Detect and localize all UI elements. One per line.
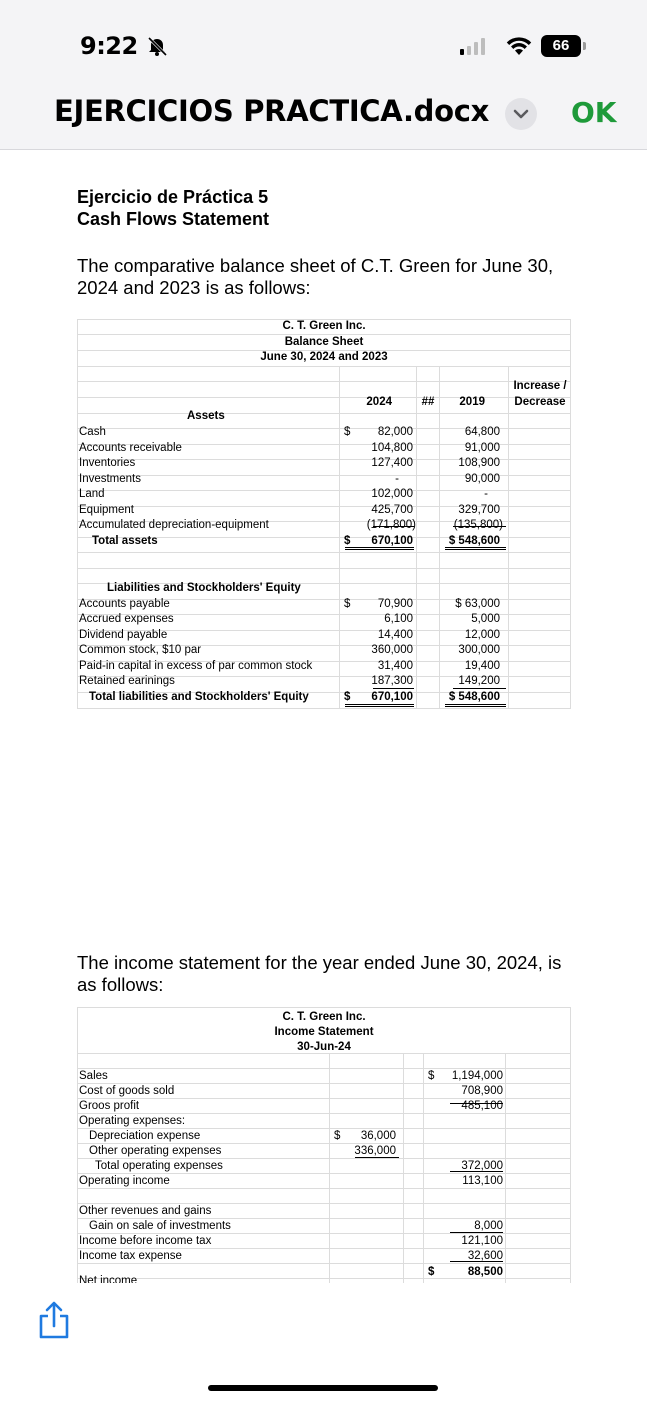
bs-row-label: Paid-in capital in excess of par common stock (79, 660, 313, 672)
bs-total-assets-2024: 670,100 (371, 535, 413, 547)
exercise-subtitle: Cash Flows Statement (77, 209, 270, 229)
is-row-value: 1,194,000 (451, 1070, 503, 1082)
bs-title: Balance Sheet (284, 336, 364, 348)
bs-row-label: Dividend payable (79, 629, 168, 641)
bs-col-hash: ## (421, 396, 435, 408)
bs-row-label: Accounts payable (79, 598, 170, 610)
bs-row-label: Cash (79, 426, 106, 438)
bs-row-2024: 14,400 (377, 629, 413, 641)
is-row-label: Income before income tax (79, 1235, 212, 1247)
bs-row-2019: - (484, 488, 488, 500)
balance-sheet-table (77, 319, 571, 709)
bs-row-label: Common stock, $10 par (79, 644, 202, 656)
bs-row-2024: 6,100 (384, 613, 413, 625)
is-row-label: Groos profit (79, 1100, 140, 1112)
bs-row-2024: 82,000 (377, 426, 413, 438)
bs-total-liab-2024: 670,100 (371, 691, 413, 703)
bs-row-2019: 64,800 (464, 426, 500, 438)
bs-row-2019: 5,000 (471, 613, 500, 625)
income-statement-table (77, 1007, 571, 1283)
is-row-value: 485,100 (461, 1100, 503, 1112)
is-date: 30-Jun-24 (297, 1041, 351, 1053)
bs-col-change-2: Decrease (514, 396, 566, 408)
is-row-label: Other operating expenses (89, 1145, 222, 1157)
bs-total-liab-2019: $ 548,600 (448, 691, 500, 703)
bs-row-label: Accrued expenses (79, 613, 174, 625)
is-row-dollar: $ (334, 1130, 341, 1142)
is-row-dollar: $ (428, 1070, 435, 1082)
chevron-down-icon (505, 98, 537, 130)
income-intro-line-2: as follows: (77, 974, 164, 995)
bs-row-label: Investments (79, 473, 141, 485)
bs-company: C. T. Green Inc. (282, 320, 366, 332)
bs-row-2019: 149,200 (458, 675, 500, 687)
silent-bell-icon (146, 36, 168, 56)
bs-row-label: Retained earinings (79, 675, 175, 687)
is-net-income-value: 88,500 (467, 1266, 503, 1278)
is-title: Income Statement (274, 1026, 374, 1038)
bs-row-2019: (135,800) (453, 519, 503, 531)
is-row-subvalue: 336,000 (354, 1145, 396, 1157)
bs-row-label: Accounts receivable (79, 442, 182, 454)
bs-row-2019: $ 63,000 (455, 598, 500, 610)
is-row-label: Sales (79, 1070, 108, 1082)
is-row-label: Operating income (79, 1175, 170, 1187)
ok-button[interactable]: OK (571, 96, 617, 129)
bs-row-2024: 31,400 (377, 660, 413, 672)
bs-row-2019: 108,900 (458, 457, 500, 469)
bs-row-2024: 104,800 (371, 442, 413, 454)
is-row-label: Depreciation expense (89, 1130, 201, 1142)
battery-indicator: 66 (541, 35, 581, 57)
bs-col-change-1: Increase / (513, 380, 567, 392)
is-row-value: 113,100 (462, 1175, 503, 1187)
bs-total-liab-dollar: $ (344, 691, 351, 703)
bs-liab-header: Liabilities and Stockholders' Equity (107, 582, 301, 594)
bs-total-assets-2019: $ 548,600 (448, 535, 500, 547)
is-row-value: 372,000 (461, 1160, 503, 1172)
bs-row-label: Accumulated depreciation-equipment (79, 519, 269, 531)
bs-row-2019: 300,000 (458, 644, 500, 656)
status-time: 9:22 (80, 32, 138, 60)
bs-row-2024: 425,700 (371, 504, 413, 516)
exercise-title: Ejercicio de Práctica 5 (77, 187, 269, 207)
intro-line-2: 2024 and 2023 is as follows: (77, 277, 311, 298)
is-row-label: Income tax expense (79, 1250, 182, 1262)
intro-line-1: The comparative balance sheet of C.T. Green for June 30, (77, 255, 554, 276)
is-row-label: Total operating expenses (95, 1160, 223, 1172)
bs-col-2024: 2024 (366, 396, 392, 408)
bs-row-label: Inventories (79, 457, 136, 469)
is-row-value: 121,100 (461, 1235, 503, 1247)
bs-assets-header: Assets (187, 410, 225, 422)
bs-row-2019: 19,400 (464, 660, 500, 672)
title-menu-button[interactable] (505, 98, 537, 130)
bs-row-2024: 70,900 (377, 598, 413, 610)
bs-row-label: Equipment (79, 504, 134, 516)
is-row-value: 32,600 (467, 1250, 503, 1262)
is-net-income-dollar: $ (428, 1266, 435, 1278)
bs-row-2024: 127,400 (371, 457, 413, 469)
is-row-label: Operating expenses: (79, 1115, 186, 1127)
income-intro-line-1: The income statement for the year ended June 30, 2024, is (77, 952, 562, 973)
is-row-label: Other revenues and gains (79, 1205, 212, 1217)
bs-col-2019: 2019 (459, 396, 485, 408)
wifi-icon (505, 35, 533, 57)
bs-row-2024: - (395, 473, 399, 485)
bs-row-dollar: $ (344, 426, 351, 438)
bs-row-2024: 187,300 (371, 675, 413, 687)
share-icon[interactable] (36, 1300, 72, 1340)
home-indicator[interactable] (208, 1385, 438, 1391)
bs-row-2019: 90,000 (464, 473, 500, 485)
bs-row-2024: 360,000 (371, 644, 413, 656)
bs-row-label: Land (79, 488, 105, 500)
is-row-subvalue: 36,000 (360, 1130, 396, 1142)
bs-row-2019: 329,700 (458, 504, 500, 516)
bs-row-2024: 102,000 (371, 488, 413, 500)
bs-row-dollar: $ (344, 598, 351, 610)
document-title: EJERCICIOS PRACTICA.docx (54, 94, 490, 128)
bs-total-assets-label: Total assets (92, 535, 158, 547)
is-row-label: Cost of goods sold (79, 1085, 175, 1097)
cellular-signal-icon (460, 37, 485, 55)
is-net-income-label: Net income (79, 1275, 138, 1283)
is-row-value: 708,900 (461, 1085, 503, 1097)
bs-row-2019: 91,000 (464, 442, 500, 454)
is-row-label: Gain on sale of investments (89, 1220, 231, 1232)
bs-row-2024: (171,800) (366, 519, 416, 531)
battery-tip (583, 42, 586, 50)
bs-row-2019: 12,000 (464, 629, 500, 641)
bs-date: June 30, 2024 and 2023 (260, 351, 388, 363)
is-row-value: 8,000 (474, 1220, 503, 1232)
bs-total-liab-label: Total liabilities and Stockholders' Equity (89, 691, 309, 703)
top-bar (0, 0, 647, 150)
bs-total-assets-dollar: $ (344, 535, 351, 547)
is-company: C. T. Green Inc. (282, 1011, 366, 1023)
